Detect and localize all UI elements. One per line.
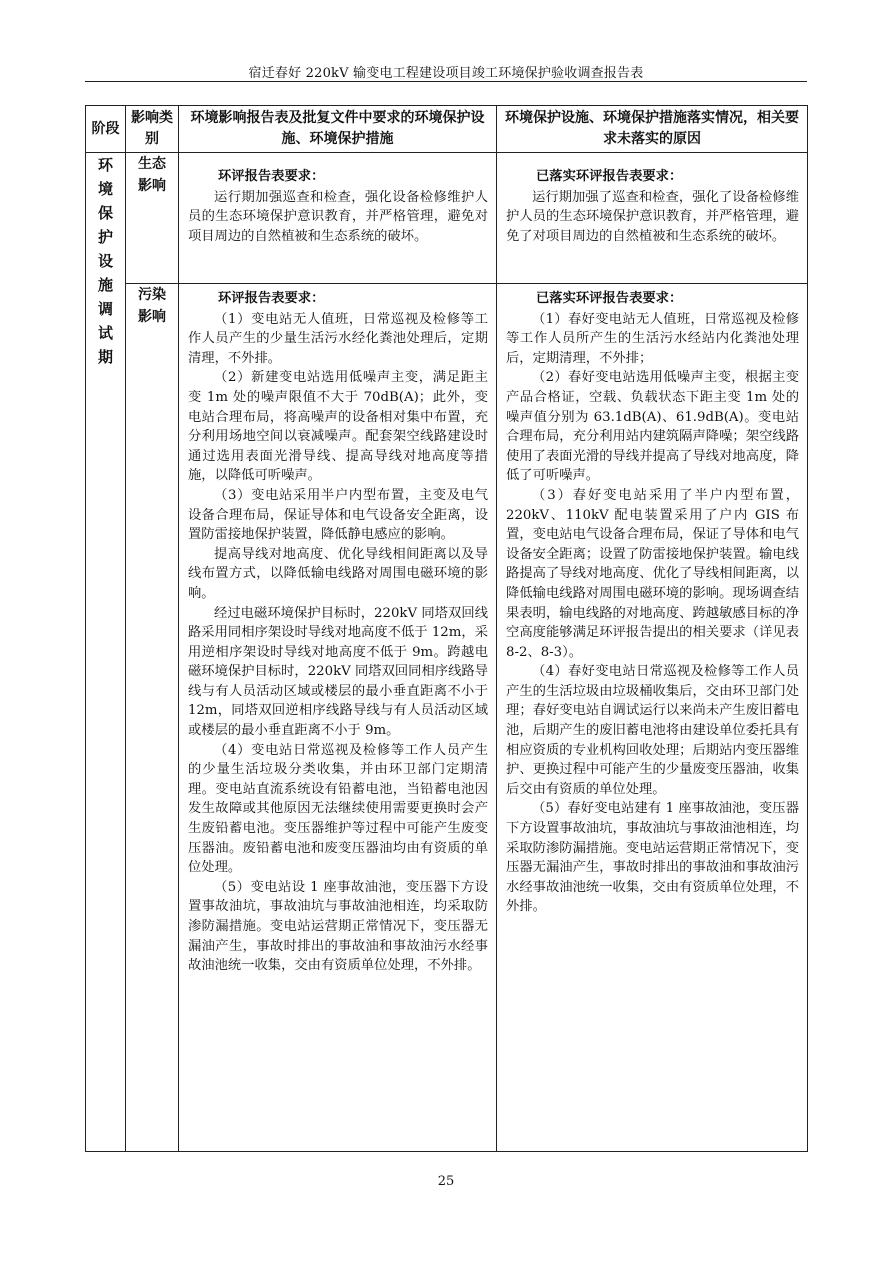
header-rule (85, 81, 807, 82)
implementation-paragraph: 运行期加强了巡查和检查，强化了设备检修维护人员的生态环境保护意识教育，并严格管理，避免了对项目周边的自然植被和生态系统的破坏。 (506, 189, 799, 244)
implementation-cell (497, 153, 808, 284)
requirement-paragraph: 提高导线对地高度、优化导线相间距离以及导线布置方式，以降低输电线路对周围电磁环境的影响。 (188, 546, 488, 601)
header-stage: 阶段 (86, 106, 126, 153)
implementation-paragraph: （4）春好变电站日常巡视及检修等工作人员产生的生活垃圾由垃圾桶收集后，交由环卫部门处理；春好变电站自调试运行以来尚未产生废旧蓄电池，后期产生的废旧蓄电池将由建设单位委托具有相应资质的专业机构回收处理；后期站内变压器维护、更换过程中可能产生的少量废变压器油，收集后交由有资质的单位处理。 (506, 664, 799, 797)
header-implementation: 环境保护设施、环境保护措施落实情况，相关要求未落实的原因 (497, 106, 808, 153)
requirement-cell (179, 153, 497, 284)
table-row (86, 153, 808, 284)
header-requirements: 环境影响报告表及批复文件中要求的环境保护设施、环境保护措施 (179, 106, 497, 153)
implementation-cell (497, 284, 808, 1152)
implementation-title: 已落实环评报告表要求： (536, 291, 683, 306)
implementation-title: 已落实环评报告表要求： (536, 169, 683, 184)
category-cell: 污染影响 (126, 284, 179, 1152)
table-row (86, 284, 808, 1152)
implementation-paragraph: （5）春好变电站建有 1 座事故油池，变压器下方设置事故油坑，事故油坑与事故油池相连，均采取防渗防漏措施。变电站运营期正常情况下，变压器无漏油产生，事故时排出的事故油和事故油污水经事故油池统一收集，交由有资质单位处理，不外排。 (506, 801, 799, 915)
requirement-paragraph: （2）新建变电站选用低噪声主变，满足距主变 1m 处的噪声限值不大于 70dB(A)；此外，变电站合理布局，将高噪声的设备相对集中布置，充分利用场地空间以衰减噪声。配套架空线路建设时通过选用表面光滑导线、提高导线对地高度等措施，以降低可听噪声。 (188, 370, 488, 484)
requirement-paragraph: （1）变电站无人值班，日常巡视及检修等工作人员产生的少量生活污水经化粪池处理后，定期清理，不外排。 (188, 311, 488, 366)
implementation-paragraph: （2）春好变电站选用低噪声主变，根据主变产品合格证，空载、负载状态下距主变 1m 处的噪声值分别为 63.1dB(A)、61.9dB(A)。变电站合理布局，充分利用站内建筑隔声降噪；架空线路使用了表面光滑的导线并提高了导线对地高度，降低了可听噪声。 (506, 370, 799, 484)
requirement-title: 环评报告表要求： (218, 169, 325, 184)
requirement-paragraph: （3）变电站采用半户内型布置，主变及电气设备合理布局，保证导体和电气设备安全距离，设置防雷接地保护装置，降低静电感应的影响。 (188, 487, 488, 543)
stage-cell: 环境保护设施调试期 (86, 153, 126, 1152)
page-number: 25 (437, 1174, 455, 1189)
document-header: 宿迁春好 220kV 输变电工程建设项目竣工环境保护验收调查报告表 (248, 66, 644, 81)
implementation-paragraph: （1）春好变电站无人值班，日常巡视及检修等工作人员所产生的生活污水经站内化粪池处理后，定期清理，不外排； (506, 311, 799, 366)
header-row (86, 106, 808, 153)
requirement-paragraph: （5）变电站设 1 座事故油池，变压器下方设置事故油坑，事故油坑与事故油池相连，均采取防渗防漏措施。变电站运营期正常情况下，变压器无漏油产生，事故时排出的事故油和事故油污水经事故油池统一收集，交由有资质单位处理，不外排。 (188, 879, 488, 974)
requirement-paragraph: 运行期加强巡查和检查，强化设备检修维护人员的生态环境保护意识教育，并严格管理，避免对项目周边的自然植被和生态系统的破坏。 (188, 189, 488, 244)
category-cell: 生态影响 (126, 153, 179, 284)
requirement-paragraph: 经过电磁环境保护目标时，220kV 同塔双回线路采用同相序架设时导线对地高度不低于 12m，采用逆相序架设时导线对地高度不低于 9m。跨越电磁环境保护目标时，220kV 同塔双回同相序线路导线与有人员活动区域或楼层的最小垂直距离不小于 12m，同塔双回逆相序线路导线与有人员活动区域或楼层的最小垂直距离不小于 9m。 (188, 605, 488, 739)
implementation-paragraph: （3）春好变电站采用了半户内型布置，220kV、110kV 配电装置采用了户内 GIS 布置，变电站电气设备合理布局，保证了导体和电气设备安全距离；设置了防雷接地保护装置。输电线路提高了导线对地高度、优化了导线相间距离，以降低输电线路对周围电磁环境的影响。现场调查结果表明，输电线路的对地高度、跨越敏感目标的净空高度能够满足环评报告提出的相关要求（详见表 8-2、8-3）。 (506, 487, 799, 660)
requirement-title: 环评报告表要求： (218, 291, 325, 306)
header-category: 影响类别 (126, 106, 179, 153)
requirement-paragraph: （4）变电站日常巡视及检修等工作人员产生的少量生活垃圾分类收集，并由环卫部门定期清理。变电站直流系统设有铅蓄电池，当铅蓄电池因发生故障或其他原因无法继续使用需要更换时会产生废铅蓄电池。变压器维护等过程中可能产生废变压器油。废铅蓄电池和废变压器油均由有资质的单位处理。 (188, 742, 488, 876)
requirement-cell (179, 284, 497, 1152)
report-table (85, 105, 808, 1152)
